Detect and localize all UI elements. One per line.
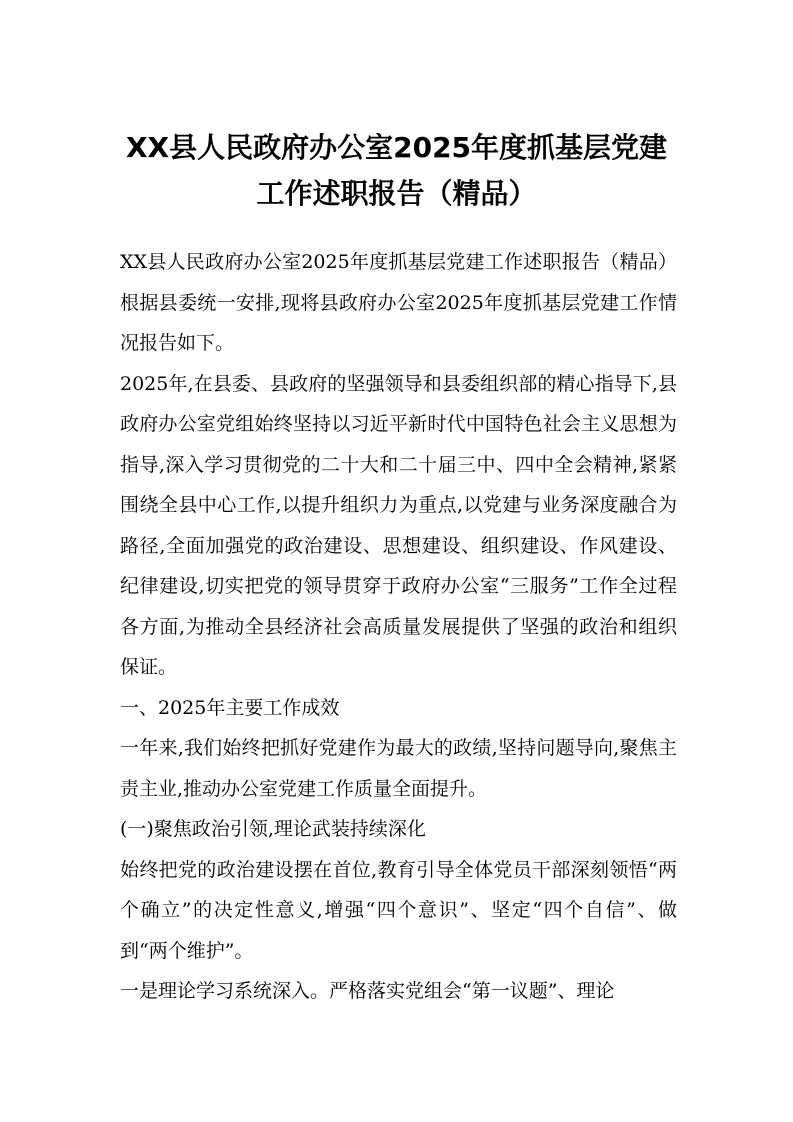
section-heading: 一、2025年主要工作成效: [120, 696, 340, 719]
document-title: [110, 125, 683, 217]
subsection-heading: (一)聚焦政治引领,理论武装持续深化: [120, 818, 426, 840]
subsection-paragraph: 始终把党的政治建设摆在首位,教育引导全体党员干部深刻领悟“两个确立”的决定性意义,增强“四个意识”、坚定“四个自信”、做到“两个维护”。: [120, 858, 677, 962]
title-line-2: 工作述职报告（精品）: [256, 177, 537, 210]
overview-paragraph: 2025年,在县委、县政府的坚强领导和县委组织部的精心指导下,县政府办公室党组始终坚持以习近平新时代中国特色社会主义思想为指导,深入学习贯彻党的二十大和二十届三中、四中全会精神,紧紧围绕全县中心工作,以提升组织力为重点,以党建与业务深度融合为路径,全面加强党的政治建设、思想建设、组织建设、作风建设、纪律建设,切实把党的领导贯穿于政府办公室“三服务”工作全过程各方面,为推动全县经济社会高质量发展提供了坚强的政治和组织保证。: [120, 372, 677, 678]
document-body: [120, 242, 677, 1012]
section-intro-paragraph: 一年来,我们始终把抓好党建作为最大的政绩,坚持问题导向,聚焦主责主业,推动办公室党建工作质量全面提升。: [120, 737, 677, 800]
intro-paragraph: XX县人民政府办公室2025年度抓基层党建工作述职报告（精品）根据县委统一安排,现将县政府办公室2025年度抓基层党建工作情况报告如下。: [120, 251, 677, 354]
point-paragraph: 一是理论学习系统深入。严格落实党组会“第一议题”、理论: [120, 980, 615, 1002]
title-line-1: XX县人民政府办公室2025年度抓基层党建: [125, 131, 668, 164]
